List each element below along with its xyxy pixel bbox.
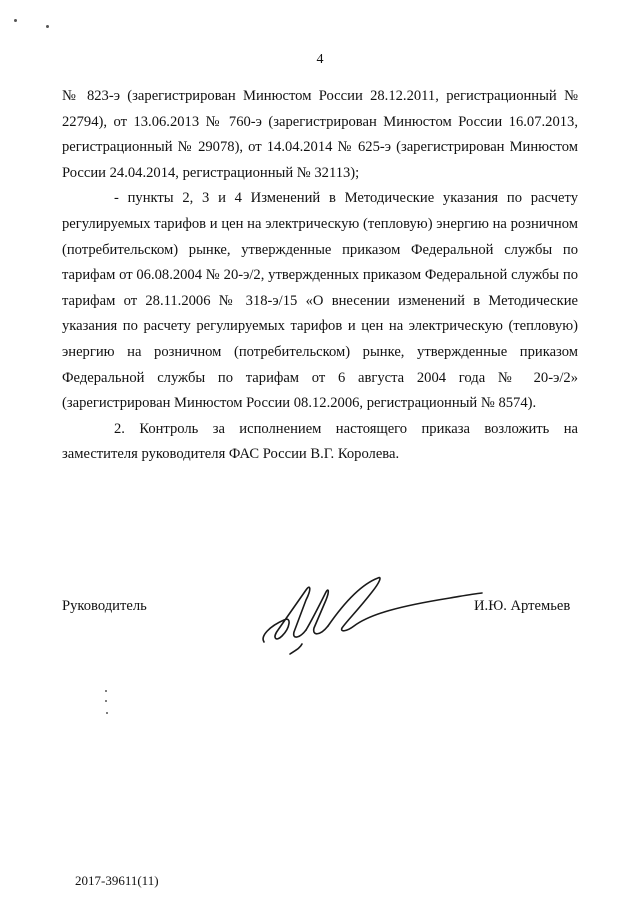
paragraph-control-clause: 2. Контроль за исполнением настоящего приказа возложить на заместителя руководителя ФАС России В.Г. Королева. bbox=[62, 420, 578, 463]
scan-speck bbox=[14, 19, 17, 22]
document-body bbox=[62, 84, 578, 468]
scan-speck bbox=[46, 25, 49, 28]
page-number: 4 bbox=[316, 52, 324, 67]
document-registration-code: 2017-39611(11) bbox=[75, 873, 159, 888]
paragraph-registration-list: № 823-э (зарегистрирован Минюстом России 28.12.2011, регистрационный № 22794), от 13.06.2013 № 760-э (зарегистрирован Минюстом России 16.07.2013, регистрационный № 29078), от 14.04.2014 № 625-э (зарегистрирован Минюстом России 24.04.2014, регистрационный № 32113); bbox=[62, 88, 578, 181]
signatory-title: Руководитель bbox=[62, 598, 147, 614]
scan-speck bbox=[105, 700, 107, 702]
scan-speck bbox=[105, 690, 107, 692]
handwritten-signature bbox=[250, 570, 490, 665]
scan-speck bbox=[106, 712, 108, 714]
signatory-name: И.Ю. Артемьев bbox=[474, 598, 571, 614]
paragraph-methodical-instructions: - пункты 2, 3 и 4 Изменений в Методические указания по расчету регулируемых тарифов и цен на электрическую (тепловую) энергию на розничном (потребительском) рынке, утвержденные приказом Федеральной службы по тарифам от 06.08.2004 № 20-э/2, утвержденных приказом Федеральной службы по тарифам от 28.11.2006 № 318-э/15 «О внесении изменений в Методические указания по расчету регулируемых тарифов и цен на электрическую (тепловую) энергию на розничном (потребительском) рынке, утвержденные приказом Федеральной службы по тарифам от 6 августа 2004 года № 20-э/2» (зарегистрирован Минюстом России 08.12.2006, регистрационный № 8574). bbox=[62, 190, 578, 412]
